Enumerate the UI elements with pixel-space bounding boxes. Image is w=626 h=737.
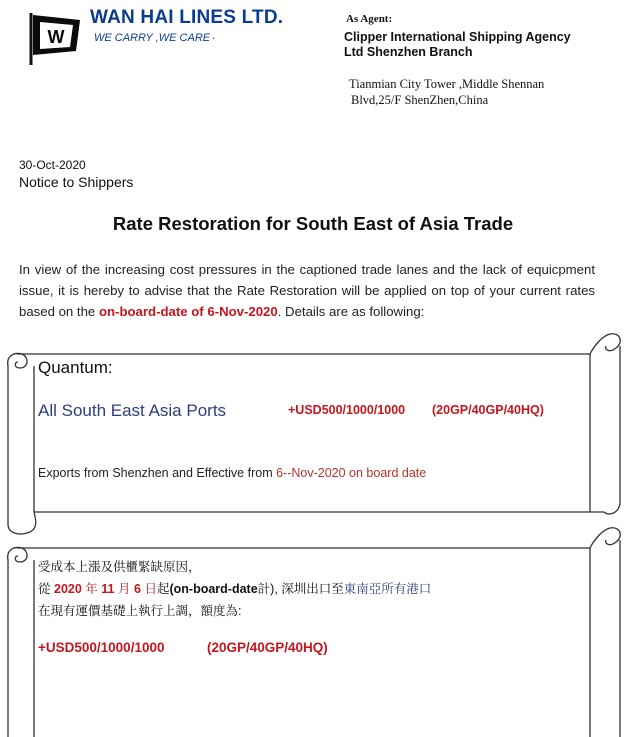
wan-hai-flag-logo xyxy=(26,11,84,65)
intro-paragraph xyxy=(19,259,595,322)
cn-destination: 東南亞所有港口 xyxy=(343,582,432,596)
cn-year: 2020 xyxy=(54,582,82,596)
cn-onboard: (on-board-date xyxy=(169,582,258,596)
agent-name-line1: Clipper International Shipping Agency xyxy=(344,30,571,44)
notice-date: 30-Oct-2020 xyxy=(19,158,86,172)
cn-month-char: 月 xyxy=(118,582,131,596)
slogan-dot: . xyxy=(212,28,216,42)
chinese-container-types: (20GP/40GP/40HQ) xyxy=(207,640,328,655)
notice-title: Rate Restoration for South East of Asia Trade xyxy=(112,213,514,234)
quantum-label: Quantum: xyxy=(38,358,113,377)
chinese-rate-amount: +USD500/1000/1000 xyxy=(38,640,165,655)
cn-ji: 計), xyxy=(257,582,278,596)
company-slogan: WE CARRY ,WE CARE xyxy=(94,32,211,44)
ports-label: All South East Asia Ports xyxy=(38,401,227,420)
company-name: WAN HAI LINES LTD. xyxy=(90,7,284,28)
chinese-line1: 受成本上漲及供櫃緊缺原因， xyxy=(38,560,201,574)
address-line2: Blvd,25/F ShenZhen,China xyxy=(351,93,489,107)
chinese-line2 xyxy=(38,579,431,597)
cn-month: 11 xyxy=(101,582,115,596)
cn-day-char: 日 xyxy=(144,582,157,596)
cn-day: 6 xyxy=(134,582,141,596)
cn-mid: 深圳出口至 xyxy=(281,582,344,596)
exports-text: Exports from Shenzhen and Effective from xyxy=(38,466,273,480)
logo-letter: W xyxy=(47,27,65,47)
agent-name-line2: Ltd Shenzhen Branch xyxy=(344,45,473,59)
intro-highlight: on-board-date of 6-Nov-2020 xyxy=(98,304,278,319)
cn-year-char: 年 xyxy=(85,582,98,596)
cn-prefix: 從 xyxy=(38,582,51,596)
address-line1: Tianmian City Tower ,Middle Shennan xyxy=(349,77,545,91)
container-types: (20GP/40GP/40HQ) xyxy=(432,403,544,417)
exports-date: 6--Nov-2020 on board date xyxy=(276,466,427,480)
rate-amount: +USD500/1000/1000 xyxy=(288,403,406,417)
scroll-frame-chinese xyxy=(0,520,626,737)
intro-end: . Details are as following: xyxy=(277,304,425,319)
exports-effective-text xyxy=(38,466,426,480)
notice-heading: Notice to Shippers xyxy=(19,174,134,190)
chinese-line3: 在現有運價基礎上執行上調，額度為: xyxy=(38,604,242,618)
agent-label: As Agent: xyxy=(346,13,393,25)
intro-text: In view of the increasing cost pressures in the captioned trade lanes and the lack of equicpment issue, it is hereby to advise that the Rate Restoration will be applied on top of your current rates based on the xyxy=(19,262,595,319)
cn-qi: 起 xyxy=(156,582,170,596)
